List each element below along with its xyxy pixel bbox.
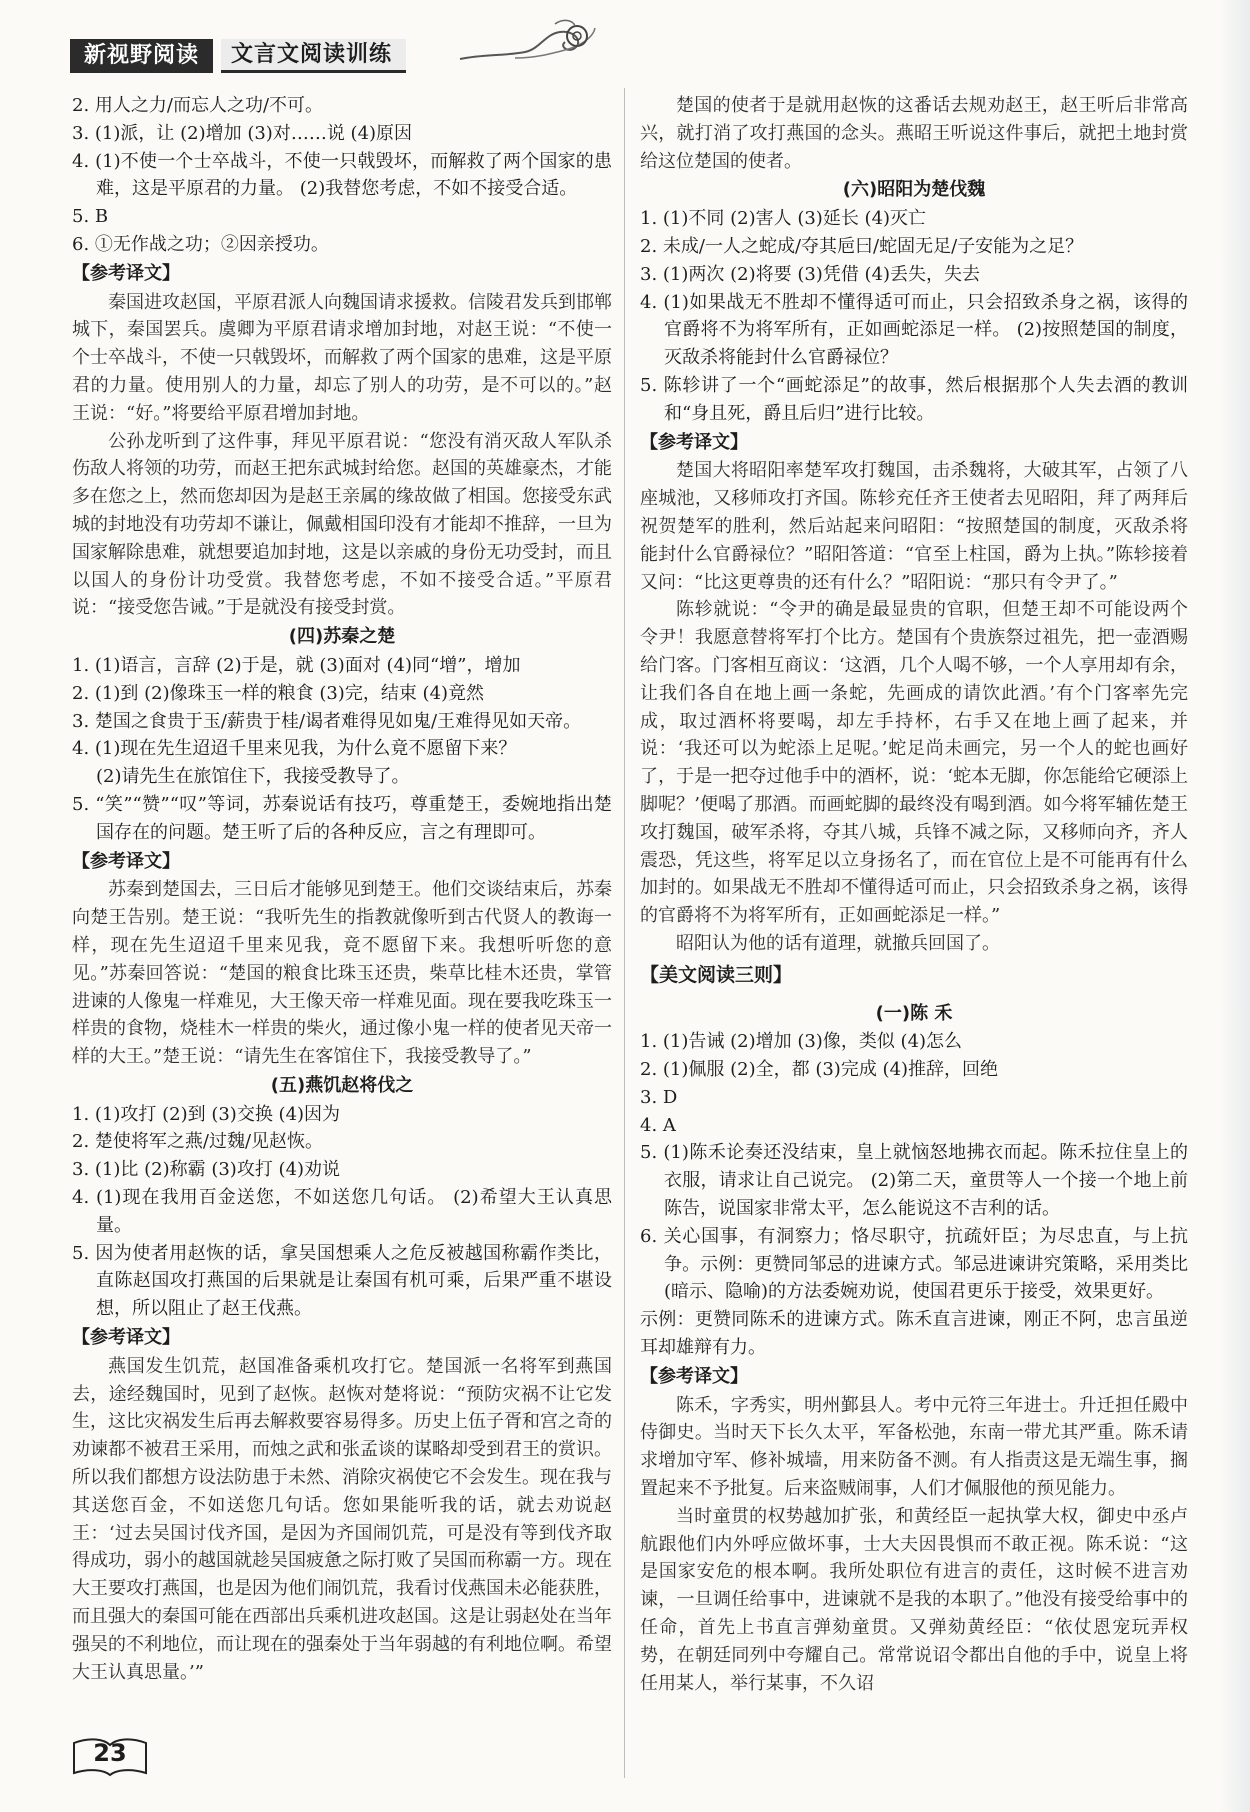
page-number-badge: [70, 1735, 150, 1779]
page-edge-shade: [1220, 0, 1250, 1812]
translation-paragraph: 公孙龙听到了这件事，拜见平原君说：“您没有消灭敌人军队杀伤敌人将领的功劳，而赵王把东武城封给您。赵国的英雄豪杰，才能多在您之上，然而您却因为是赵王亲属的缘故做了相国。您接受东武城的封地没有功劳却不谦让，佩戴相国印没有才能却不推辞，一旦为国家解除患难，就想要追加封地，这是以亲戚的身份无功受封，而且以国人的身份计功受赏。我替您考虑，不如不接受合适。”平原君说：“接受您告诫。”于是就没有接受封赏。: [72, 430, 612, 619]
answer-item: 4. (1)如果战无不胜却不懂得适可而止，只会招致杀身之祸，该得的官爵将不为将军所有，正如画蛇添足一样。 (2)按照楚国的制度，灭敌杀将能封什么官爵禄位？: [640, 291, 1188, 369]
section-title: (六)昭阳为楚伐魏: [842, 179, 986, 201]
answer-item: 1. (1)不同 (2)害人 (3)延长 (4)灭亡: [640, 208, 927, 230]
answer-item: 3. 楚国之食贵于玉/薪贵于桂/谒者难得见如鬼/王难得见如天帝。: [72, 710, 582, 732]
answer-item: 3. (1)两次 (2)将要 (3)凭借 (4)丢失，失去: [640, 263, 981, 285]
translation-paragraph: 当时童贯的权势越加扩张，和黄经臣一起执掌大权，御史中丞卢航跟他们内外呼应做坏事，士大夫因畏惧而不敢正视。陈禾说：“这是国家安危的根本啊。我所处职位有进言的责任，这时候不进言劝谏，一旦调任给事中，进谏就不是我的本职了。”他没有接受给事中的任命，首先上书直言弹劾童贯。又弹劾黄经臣：“依仗恩宠玩弄权势，在朝廷同列中夸耀自己。常常说诏令都出自他的手中，说皇上将任用某人，举行某事，不久诏: [640, 1505, 1188, 1694]
reference-translation-label: 【参考译文】: [72, 1327, 180, 1349]
page-header: [70, 38, 406, 74]
answer-item: 5. 陈轸讲了一个“画蛇添足”的故事，然后根据那个人失去酒的教训和“身且死，爵且后归”进行比较。: [640, 374, 1188, 424]
answer-item: 5. “笑”“赞”“叹”等词，苏秦说话有技巧，尊重楚王，委婉地指出楚国存在的问题。楚王听了后的各种反应，言之有理即可。: [72, 793, 612, 843]
answer-item: 5. (1)陈禾论奏还没结束，皇上就恼怒地拂衣而起。陈禾拉住皇上的衣服，请求让自己说完。 (2)第二天，童贯等人一个接一个地上前陈告，说国家非常太平，怎么能说这不吉利的话。: [640, 1142, 1188, 1220]
cloud-ornament-icon: [455, 14, 605, 74]
section-title: (一)陈 禾: [875, 1002, 953, 1024]
answer-item: 5. 因为使者用赵恢的话，拿吴国想乘人之危反被越国称霸作类比，直陈赵国攻打燕国的后果就是让秦国有机可乘，后果严重不堪设想，所以阻止了赵王伐燕。: [72, 1242, 612, 1320]
translation-paragraph: 秦国进攻赵国，平原君派人向魏国请求援救。信陵君发兵到邯郸城下，秦国罢兵。虞卿为平原君请求增加封地，对赵王说：“不使一个士卒战斗，不使一只戟毁坏，而解救了两个国家的患难，这是平原君的力量。使用别人的力量，却忘了别人的功劳，是不可以的。”赵王说：“好。”将要给平原君增加封地。: [72, 291, 612, 424]
reference-translation-label: 【参考译文】: [72, 262, 180, 284]
answer-item: 4. (1)不使一个士卒战斗，不使一只戟毁坏，而解救了两个国家的患难，这是平原君的力量。 (2)我替您考虑，不如不接受合适。: [72, 150, 612, 200]
answer-item: 3. (1)派，让 (2)增加 (3)对……说 (4)原因: [72, 122, 413, 144]
answer-item: 2. (1)佩服 (2)全，都 (3)完成 (4)推辞，回绝: [640, 1059, 999, 1081]
series-brand: 新视野阅读: [70, 39, 213, 73]
answer-item: 3. (1)比 (2)称霸 (3)攻打 (4)劝说: [72, 1159, 341, 1181]
answer-subitem: (2)请先生在旅馆住下，我接受教导了。: [96, 766, 410, 788]
answer-item: 2. (1)到 (2)像珠玉一样的粮食 (3)完，结束 (4)竟然: [72, 682, 485, 704]
answer-item: 1. (1)语言，言辞 (2)于是，就 (3)面对 (4)同“增”，增加: [72, 654, 521, 676]
translation-paragraph: 陈禾，字秀实，明州鄞县人。考中元符三年进士。升迁担任殿中侍御史。当时天下长久太平，军备松弛，东南一带尤其严重。陈禾请求增加守军、修补城墙，用来防备不测。有人指责这是无端生事，搁置起来不予批复。后来盗贼闹事，人们才佩服他的预见能力。: [640, 1394, 1188, 1500]
section-title: (五)燕饥赵将伐之: [270, 1074, 414, 1096]
translation-paragraph: 陈轸就说：“令尹的确是最显贵的官职，但楚王却不可能设两个令尹！我愿意替将军打个比方。楚国有个贵族祭过祖先，把一壶酒赐给门客。门客相互商议：‘这酒，几个人喝不够，一个人享用却有余，让我们各自在地上画一条蛇，先画成的请饮此酒。’有个门客率先完成，取过酒杯将要喝，却左手持杯，右手又在地上画了起来，并说：‘我还可以为蛇添上足呢。’蛇足尚未画完，另一个人的蛇也画好了，于是一把夺过他手中的酒杯，说：‘蛇本无脚，你怎能给它硬添上脚呢？’便喝了那酒。而画蛇脚的最终没有喝到酒。如今将军辅佐楚王攻打魏国，破军杀将，夺其八城，兵锋不减之际，又移师向齐，齐人震恐，凭这些，将军足以立身扬名了，而在官位上是不可能再有什么加封的。如果战无不胜却不懂得适可而止，只会招致杀身之祸，该得的官爵将不为将军所有，正如画蛇添足一样。”: [640, 599, 1188, 927]
right-column: [640, 92, 1188, 1697]
answer-item: 2. 未成/一人之蛇成/夺其巵曰/蛇固无足/子安能为之足？: [640, 235, 1084, 257]
reference-translation-label: 【参考译文】: [640, 431, 748, 453]
section-title: (四)苏秦之楚: [288, 626, 396, 648]
book-subtitle: 文言文阅读训练: [221, 39, 406, 73]
unit-title: 【美文阅读三则】: [640, 963, 793, 986]
answer-item: 2. 用人之力/而忘人之功/不可。: [72, 95, 324, 116]
translation-paragraph: 楚国大将昭阳率楚军攻打魏国，击杀魏将，大破其军，占领了八座城池，又移师攻打齐国。陈轸充任齐王使者去见昭阳，拜了两拜后祝贺楚军的胜利，然后站起来问昭阳：“按照楚国的制度，灭敌杀将能封什么官爵禄位？”昭阳答道：“官至上柱国，爵为上执。”陈轸接着又问：“比这更尊贵的还有什么？”昭阳说：“那只有令尹了。”: [640, 460, 1188, 593]
example-text: 示例：更赞同陈禾的进谏方式。陈禾直言进谏，刚正不阿，忠言虽逆耳却雄辩有力。: [640, 1309, 1188, 1359]
column-divider: [624, 88, 625, 1778]
page-number: 23: [93, 1739, 127, 1767]
translation-paragraph: 楚国的使者于是就用赵恢的这番话去规劝赵王，赵王听后非常高兴，就打消了攻打燕国的念头。燕昭王听说这件事后，就把土地封赏给这位楚国的使者。: [640, 95, 1188, 172]
answer-item: 6. ①无作战之功；②因亲授功。: [72, 233, 329, 255]
answer-item: 3. D: [640, 1086, 678, 1108]
answer-item: 1. (1)告诫 (2)增加 (3)像，类似 (4)怎么: [640, 1031, 963, 1053]
translation-paragraph: 苏秦到楚国去，三日后才能够见到楚王。他们交谈结束后，苏秦向楚王告别。楚王说：“我听先生的指教就像听到古代贤人的教诲一样，现在先生迢迢千里来见我，竟不愿留下来。我想听听您的意见。”苏秦回答说：“楚国的粮食比珠玉还贵，柴草比桂木还贵，掌管进谏的人像鬼一样难见，大王像天帝一样难见面。现在要我吃珠玉一样贵的食物，烧桂木一样贵的柴火，通过像小鬼一样的使者见天帝一样的大王。”楚王说：“请先生在客馆住下，我接受教导了。”: [72, 879, 612, 1068]
translation-paragraph: 昭阳认为他的话有道理，就撤兵回国了。: [676, 932, 1000, 954]
reference-translation-label: 【参考译文】: [640, 1365, 748, 1387]
translation-paragraph: 燕国发生饥荒，赵国准备乘机攻打它。楚国派一名将军到燕国去，途经魏国时，见到了赵恢。赵恢对楚将说：“预防灾祸不让它发生，这比灾祸发生后再去解救要容易得多。历史上伍子胥和宫之奇的劝谏都不被君王采用，而烛之武和张孟谈的谋略却受到君王的赏识。所以我们都想方设法防患于未然、消除灾祸使它不会发生。现在我与其送您百金，不如送您几句话。您如果能听我的话，就去劝说赵王：‘过去吴国讨伐齐国，是因为齐国闹饥荒，可是没有等到伐齐取得成功，弱小的越国就趁吴国疲惫之际打败了吴国而称霸一方。现在大王要攻打燕国，也是因为他们闹饥荒，我看讨伐燕国未必能获胜，而且强大的秦国可能在西部出兵乘机进攻赵国。这是让弱赵处在当年强吴的不利地位，而让现在的强秦处于当年弱越的有利地位啊。希望大王认真思量。’”: [72, 1355, 612, 1683]
reference-translation-label: 【参考译文】: [72, 850, 180, 872]
answer-item: 6. 关心国事，有洞察力；恪尽职守，抗疏奸臣；为尽忠直，与上抗争。示例：更赞同邹忌的进谏方式。邹忌进谏讲究策略，采用类比(暗示、隐喻)的方法委婉劝说，使国君更乐于接受，效果更好。: [640, 1225, 1188, 1303]
left-column: [72, 92, 612, 1686]
header-separator: [213, 39, 221, 73]
answer-item: 4. A: [640, 1114, 676, 1136]
answer-item: 2. 楚使将军之燕/过魏/见赵恢。: [72, 1131, 324, 1153]
answer-item: 4. (1)现在先生迢迢千里来见我，为什么竟不愿留下来？: [72, 738, 517, 760]
answer-item: 1. (1)攻打 (2)到 (3)交换 (4)因为: [72, 1103, 341, 1125]
answer-item: 5. B: [72, 206, 109, 228]
answer-item: 4. (1)现在我用百金送您，不如送您几句话。 (2)希望大王认真思量。: [72, 1187, 612, 1236]
